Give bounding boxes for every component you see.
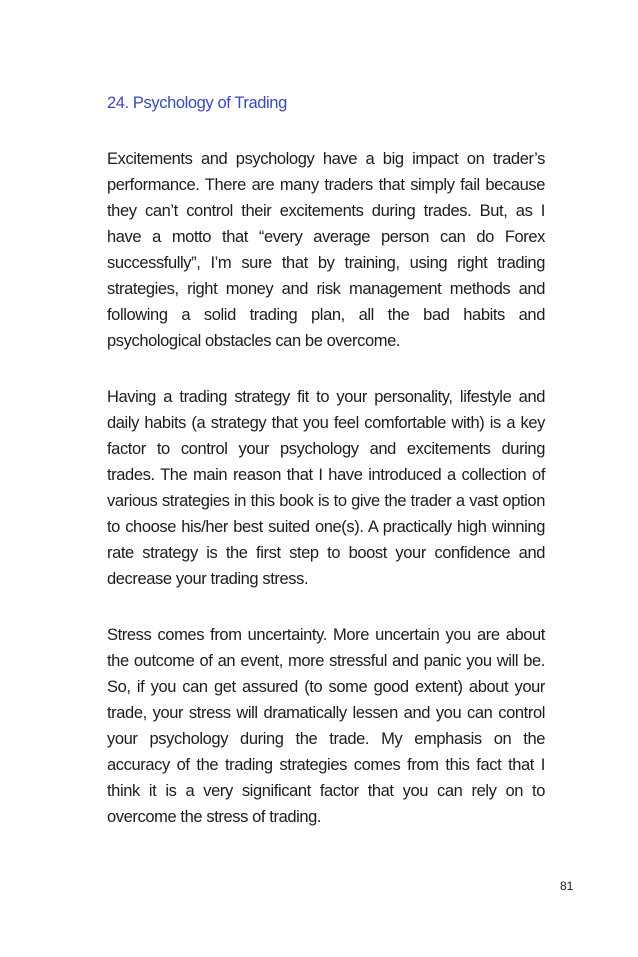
paragraph-stress-uncertainty: Stress comes from uncertainty. More uncertain you are about the outcome of an event, more stressful and panic you will be. So, if you can get assured (to some good extent) about your trade, your stress will dramatically lessen and you can control your psychology during the trade. My emphasis on the accuracy of the trading strategies comes from this fact that I think it is a very significant factor that you can rely on to overcome the stress of trading. xyxy=(107,626,545,826)
paragraph-strategy-fit: Having a trading strategy fit to your personality, lifestyle and daily habits (a strategy that you feel comfortable with) is a key factor to control your psychology and excitements during trades. The main reason that I have introduced a collection of various strategies in this book is to give the trader a vast option to choose his/her best suited one(s). A practically high winning rate strategy is the first step to boost your confidence and decrease your trading stress. xyxy=(107,388,545,588)
section-heading: 24. Psychology of Trading xyxy=(107,94,287,112)
page-number: 81 xyxy=(560,879,574,893)
page-content xyxy=(107,92,545,860)
paragraph-excitements: Excitements and psychology have a big impact on trader’s performance. There are many traders that simply fail because they can’t control their excitements during trades. But, as I have a motto that “every average person can do Forex successfully”, I’m sure that by training, using right trading strategies, right money and risk management methods and following a solid trading plan, all the bad habits and psychological obstacles can be overcome. xyxy=(107,150,545,350)
